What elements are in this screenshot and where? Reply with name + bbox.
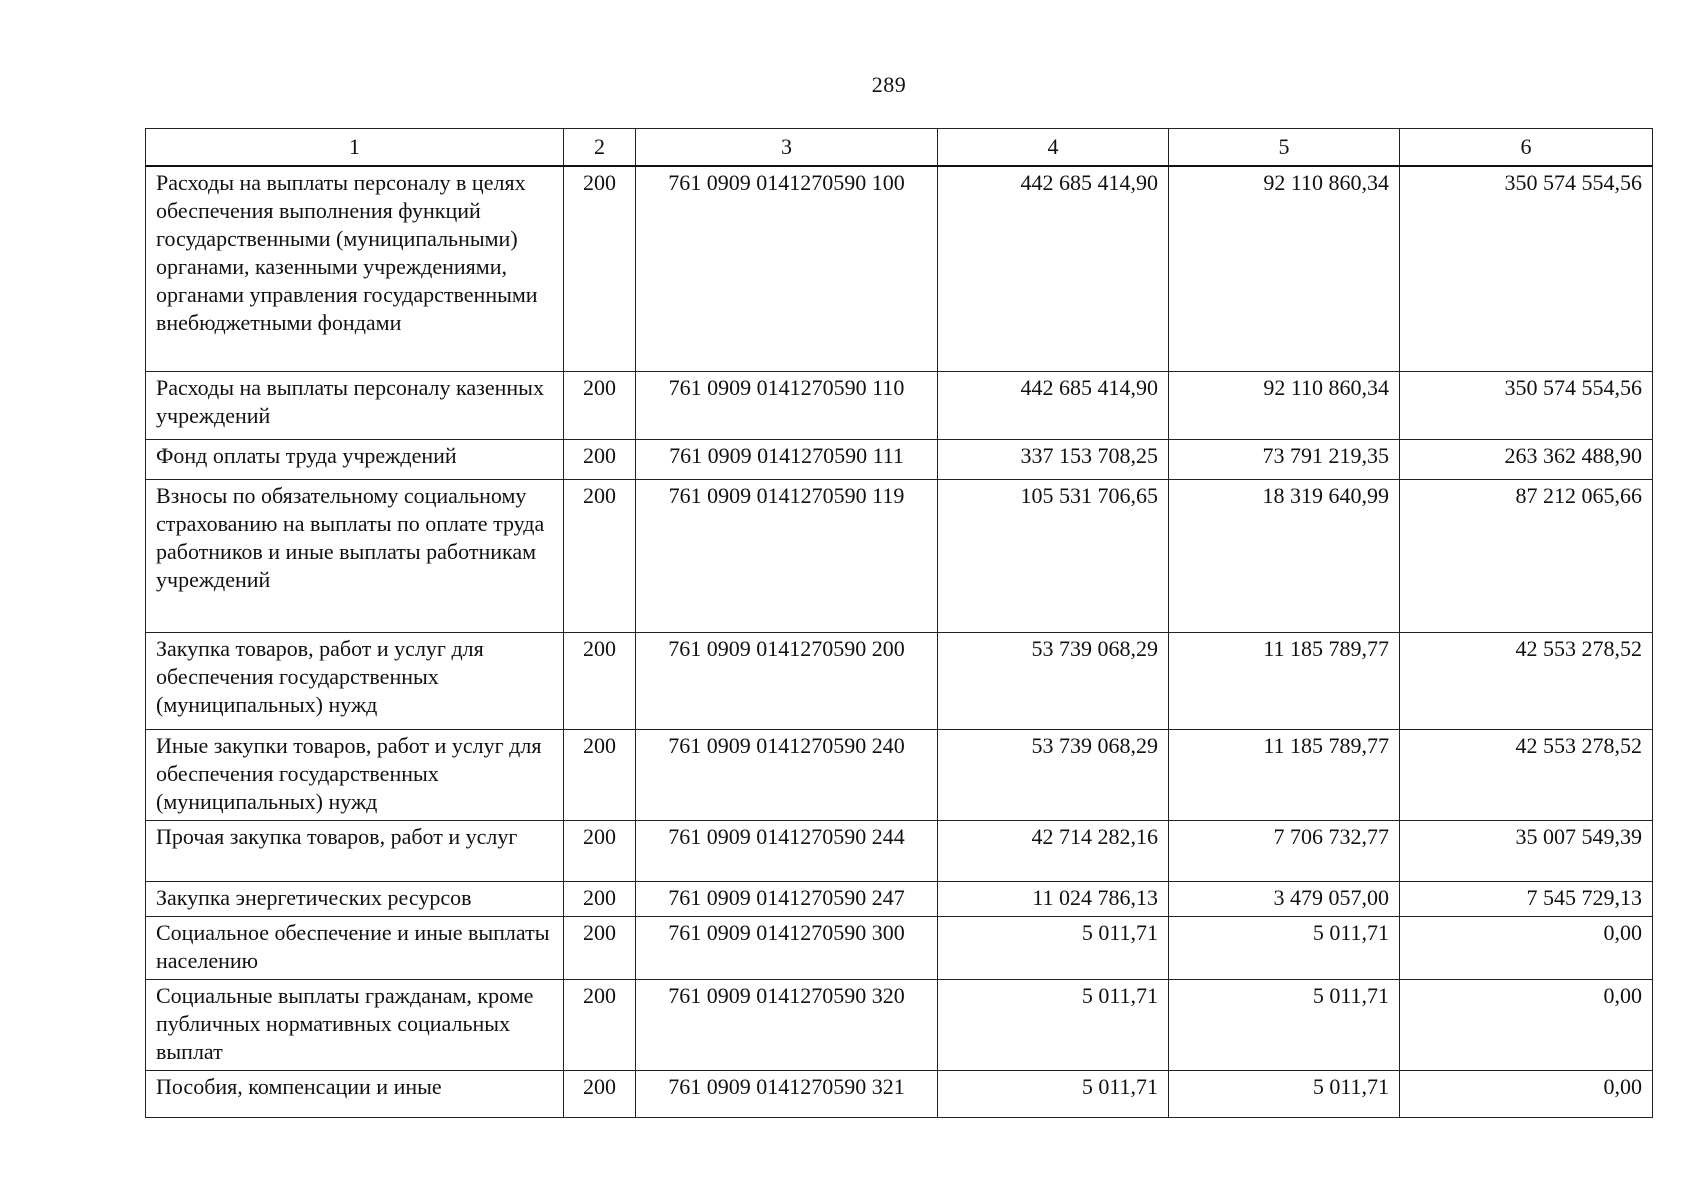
row-name: Пособия, компенсации и иные (146, 1070, 564, 1117)
column-header-1: 1 (146, 129, 564, 167)
row-col5: 92 110 860,34 (1169, 166, 1400, 371)
row-col2: 200 (564, 820, 636, 881)
row-col5: 3 479 057,00 (1169, 881, 1400, 916)
row-col5: 5 011,71 (1169, 979, 1400, 1070)
row-col6: 350 574 554,56 (1400, 166, 1653, 371)
row-col5: 5 011,71 (1169, 916, 1400, 979)
row-col5: 73 791 219,35 (1169, 439, 1400, 479)
row-col2: 200 (564, 881, 636, 916)
table-row (146, 371, 1653, 439)
row-name: Расходы на выплаты персоналу казенных учреждений (146, 371, 564, 439)
row-code: 761 0909 0141270590 119 (636, 479, 938, 632)
row-code: 761 0909 0141270590 110 (636, 371, 938, 439)
row-name: Фонд оплаты труда учреждений (146, 439, 564, 479)
row-col2: 200 (564, 371, 636, 439)
page-number: 289 (871, 72, 907, 97)
budget-table (145, 128, 1653, 1118)
table-row (146, 439, 1653, 479)
row-col6: 0,00 (1400, 979, 1653, 1070)
table-row (146, 916, 1653, 979)
row-name: Расходы на выплаты персоналу в целях обеспечения выполнения функций государственными (муниципальными) органами, казенными учреждениями, органами управления государственными внебюджетными фондами (146, 166, 564, 371)
row-col6: 35 007 549,39 (1400, 820, 1653, 881)
row-name: Прочая закупка товаров, работ и услуг (146, 820, 564, 881)
table-row (146, 1070, 1653, 1117)
row-col4: 442 685 414,90 (938, 371, 1169, 439)
row-col4: 5 011,71 (938, 916, 1169, 979)
row-code: 761 0909 0141270590 111 (636, 439, 938, 479)
row-name: Социальные выплаты гражданам, кроме публичных нормативных социальных выплат (146, 979, 564, 1070)
row-col6: 87 212 065,66 (1400, 479, 1653, 632)
row-col4: 42 714 282,16 (938, 820, 1169, 881)
row-col6: 263 362 488,90 (1400, 439, 1653, 479)
row-col6: 0,00 (1400, 1070, 1653, 1117)
row-name: Закупка энергетических ресурсов (146, 881, 564, 916)
row-code: 761 0909 0141270590 320 (636, 979, 938, 1070)
row-code: 761 0909 0141270590 240 (636, 729, 938, 820)
row-col2: 200 (564, 166, 636, 371)
table-row (146, 979, 1653, 1070)
row-col6: 0,00 (1400, 916, 1653, 979)
header-row (146, 129, 1653, 167)
row-col2: 200 (564, 439, 636, 479)
row-col4: 105 531 706,65 (938, 479, 1169, 632)
table-row (146, 881, 1653, 916)
row-col4: 53 739 068,29 (938, 729, 1169, 820)
row-col4: 5 011,71 (938, 1070, 1169, 1117)
row-name: Социальное обеспечение и иные выплаты населению (146, 916, 564, 979)
row-code: 761 0909 0141270590 300 (636, 916, 938, 979)
table-row (146, 632, 1653, 729)
table-row (146, 729, 1653, 820)
row-col4: 53 739 068,29 (938, 632, 1169, 729)
table-row (146, 820, 1653, 881)
row-col5: 7 706 732,77 (1169, 820, 1400, 881)
row-code: 761 0909 0141270590 321 (636, 1070, 938, 1117)
row-name: Иные закупки товаров, работ и услуг для обеспечения государственных (муниципальных) нужд (146, 729, 564, 820)
row-col4: 5 011,71 (938, 979, 1169, 1070)
row-col2: 200 (564, 1070, 636, 1117)
row-col6: 42 553 278,52 (1400, 632, 1653, 729)
table-row (146, 479, 1653, 632)
row-col2: 200 (564, 916, 636, 979)
row-code: 761 0909 0141270590 244 (636, 820, 938, 881)
row-col6: 7 545 729,13 (1400, 881, 1653, 916)
column-header-3: 3 (636, 129, 938, 167)
column-header-4: 4 (938, 129, 1169, 167)
row-col6: 42 553 278,52 (1400, 729, 1653, 820)
row-col2: 200 (564, 632, 636, 729)
row-code: 761 0909 0141270590 247 (636, 881, 938, 916)
row-col5: 92 110 860,34 (1169, 371, 1400, 439)
row-col2: 200 (564, 729, 636, 820)
row-col4: 442 685 414,90 (938, 166, 1169, 371)
row-code: 761 0909 0141270590 100 (636, 166, 938, 371)
row-col4: 11 024 786,13 (938, 881, 1169, 916)
column-header-2: 2 (564, 129, 636, 167)
row-col5: 11 185 789,77 (1169, 632, 1400, 729)
column-header-5: 5 (1169, 129, 1400, 167)
row-code: 761 0909 0141270590 200 (636, 632, 938, 729)
column-header-6: 6 (1400, 129, 1653, 167)
row-col6: 350 574 554,56 (1400, 371, 1653, 439)
row-col5: 5 011,71 (1169, 1070, 1400, 1117)
table-row (146, 166, 1653, 371)
row-name: Взносы по обязательному социальному страхованию на выплаты по оплате труда работников и иные выплаты работникам учреждений (146, 479, 564, 632)
row-name: Закупка товаров, работ и услуг для обеспечения государственных (муниципальных) нужд (146, 632, 564, 729)
row-col5: 11 185 789,77 (1169, 729, 1400, 820)
row-col4: 337 153 708,25 (938, 439, 1169, 479)
row-col2: 200 (564, 979, 636, 1070)
row-col2: 200 (564, 479, 636, 632)
row-col5: 18 319 640,99 (1169, 479, 1400, 632)
